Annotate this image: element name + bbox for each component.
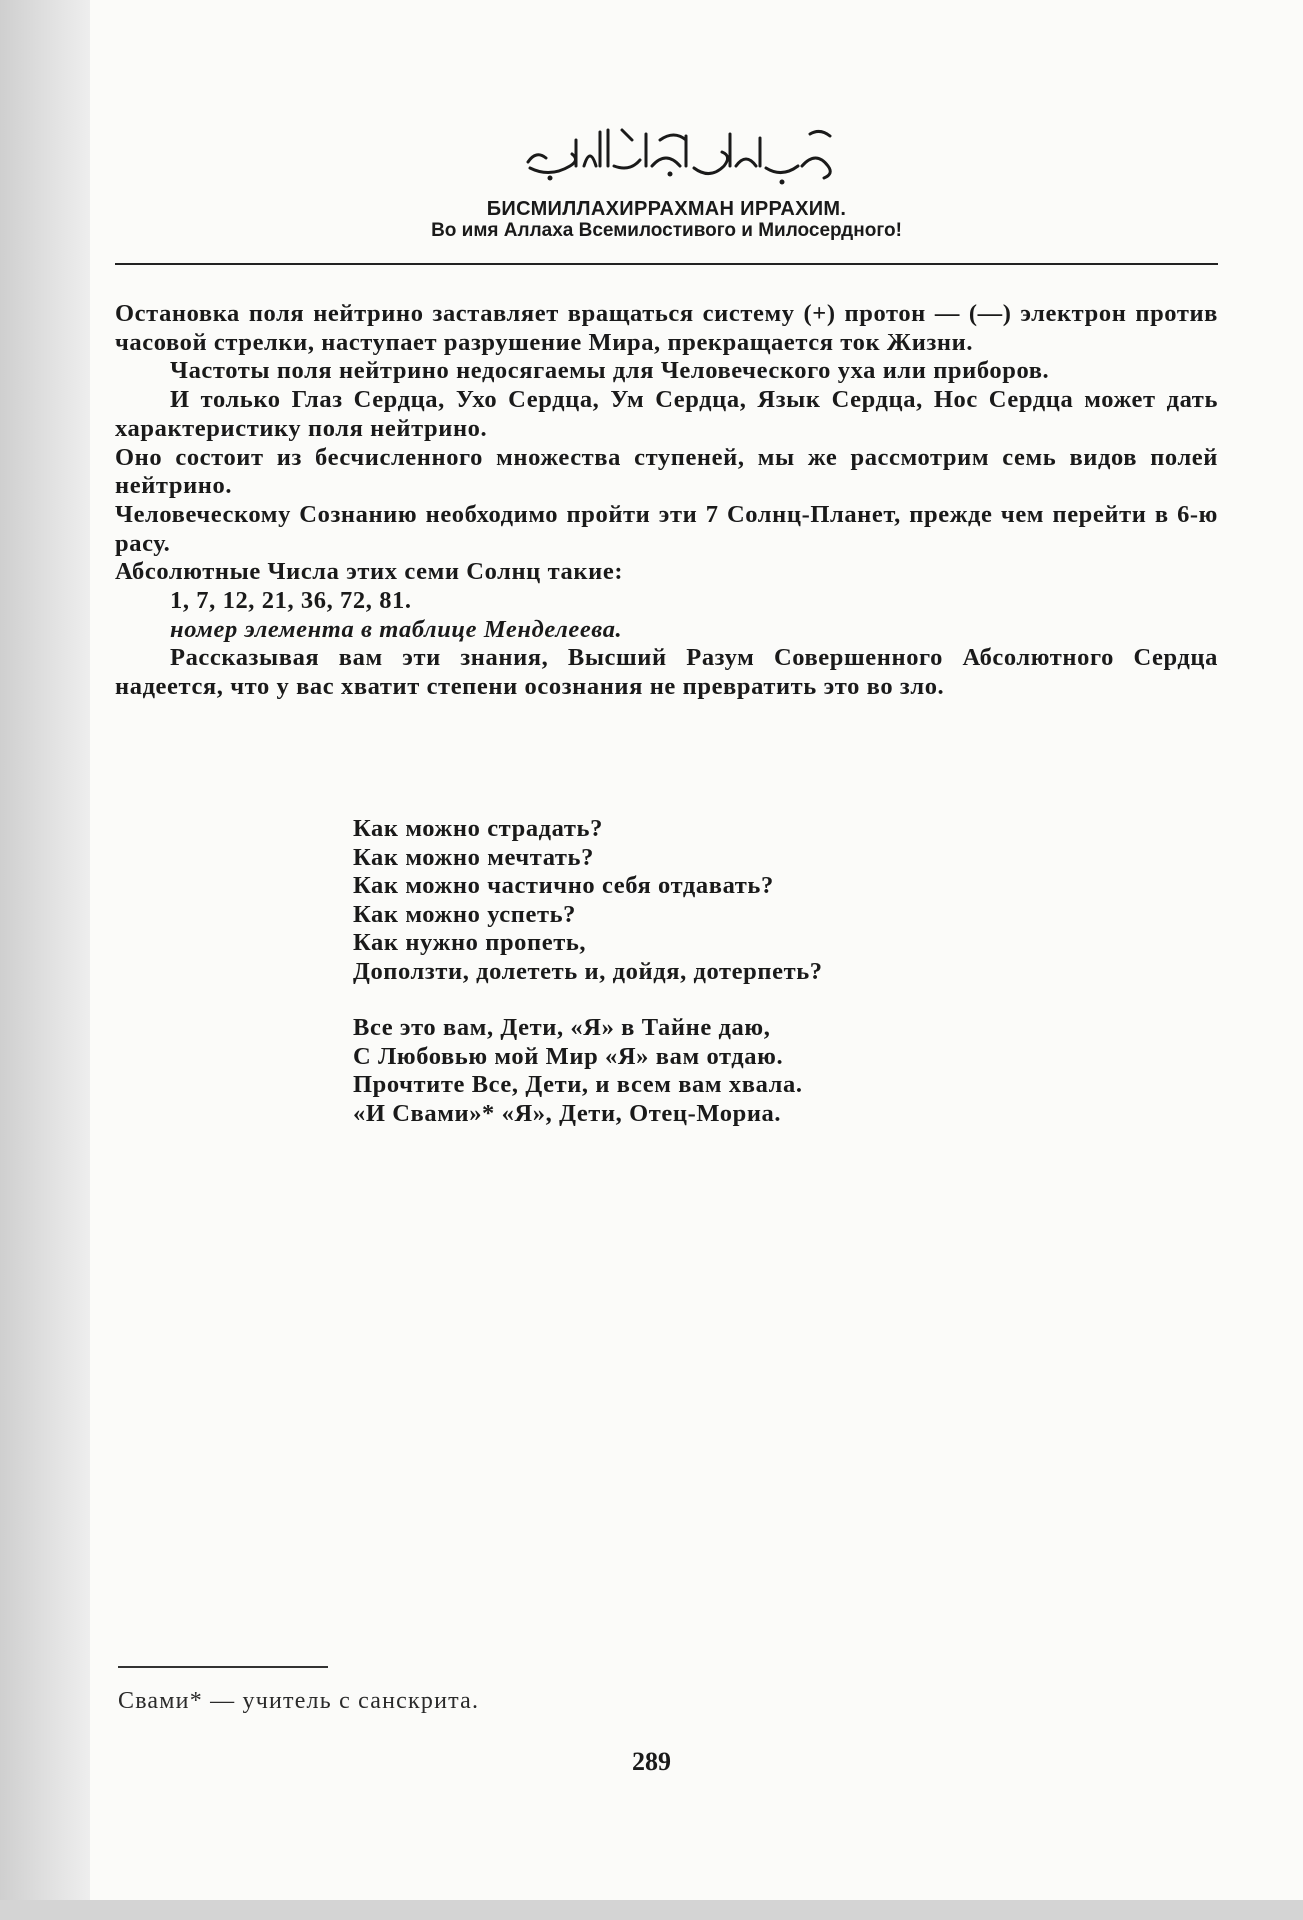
arabic-calligraphy-bismillah — [510, 110, 850, 190]
header-title: БИСМИЛЛАХИРРАХМАН ИРРАХИМ. — [486, 198, 847, 220]
footnote: Свами* — учитель с санскрита. — [118, 1688, 480, 1714]
poem-line: Все это вам, Дети, «Я» в Тайне даю, — [353, 1014, 771, 1041]
paragraph: И только Глаз Сердца, Ухо Сердца, Ум Сердца, Язык Сердца, Нос Сердца может дать характеристику поля нейтрино. — [115, 386, 1218, 442]
paragraph: Человеческому Сознанию необходимо пройти эти 7 Солнц-Планет, прежде чем перейти в 6-ю расу. — [115, 500, 1218, 557]
numbers-line: 1, 7, 12, 21, 36, 72, 81. — [170, 587, 412, 615]
poem-line: С Любовью мой Мир «Я» вам отдаю. — [353, 1042, 784, 1070]
paragraph: Абсолютные Числа этих семи Солнц такие: — [115, 558, 624, 586]
poem-line: Как можно частично себя отдавать? — [353, 872, 774, 900]
poem-stanza-1 — [353, 815, 1053, 987]
paragraph: Оно состоит из бесчисленного множества ступеней, мы же рассмотрим семь видов полей нейтрино. — [115, 443, 1218, 500]
poem-line: Как можно мечтать? — [353, 843, 594, 871]
paragraph: Частоты поля нейтрино недосягаемы для Человеческого уха или приборов. — [170, 357, 1050, 385]
header-divider — [115, 263, 1218, 265]
page-number: 289 — [632, 1747, 671, 1776]
scan-bottom-edge — [0, 1900, 1303, 1920]
italic-note: номер элемента в таблице Менделеева. — [170, 615, 623, 643]
poem-line: Доползти, долететь и, дойдя, дотерпеть? — [353, 957, 823, 985]
poem-stanza-2 — [353, 1014, 1053, 1128]
footnote-divider — [118, 1666, 328, 1668]
poem-line: Прочтите Все, Дети, и всем вам хвала. — [353, 1071, 803, 1099]
body-text — [115, 300, 1218, 702]
poem-line: Как можно страдать? — [353, 815, 603, 842]
poem-line: Как нужно пропеть, — [353, 929, 587, 957]
scan-left-edge — [0, 0, 90, 1920]
poem-line: Как можно успеть? — [353, 900, 576, 928]
header-subtitle: Во имя Аллаха Всемилостивого и Милосердного! — [431, 220, 902, 241]
paragraph: Рассказывая вам эти знания, Высший Разум Совершенного Абсолютного Сердца надеется, что у вас хватит степени осознания не превратить это во зло. — [115, 644, 1218, 701]
poem-line: «И Свами»* «Я», Дети, Отец-Мориа. — [353, 1099, 782, 1127]
paragraph: Остановка поля нейтрино заставляет вращаться систему (+) протон — (—) электрон против часовой стрелки, наступает разрушение Мира, прекращается ток Жизни. — [115, 300, 1218, 356]
